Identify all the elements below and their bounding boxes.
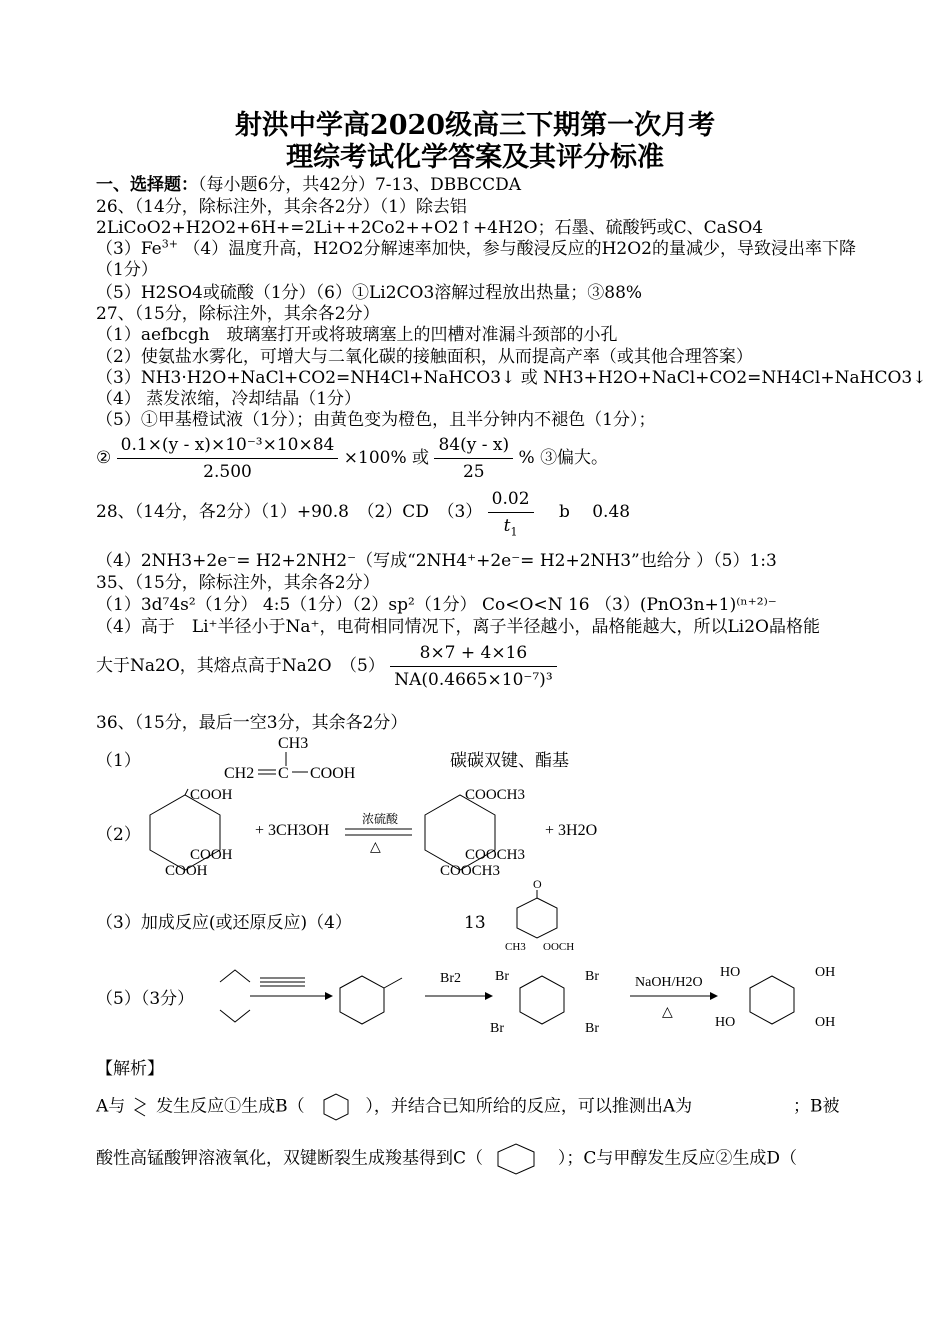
- q27-header: 27、（15分，除标注外，其余各2分）: [96, 304, 380, 324]
- structure-methacrylic-acid: [220, 730, 380, 785]
- q35-answer-4-line2: [96, 640, 557, 693]
- q36-answer-5-label: （5）（3分）: [96, 989, 195, 1009]
- formula-prefix: ②: [96, 448, 112, 468]
- synthesis-route: [210, 960, 850, 1040]
- methyl-label: CH3: [505, 941, 526, 953]
- catalyst-label: 浓硫酸: [362, 812, 399, 826]
- q28-fraction-den-t: t: [503, 516, 511, 536]
- q27-answer-5: （5）①甲基橙试液（1分）；由黄色变为橙色，且半分钟内不褪色（1分）；: [96, 410, 656, 430]
- structure-b-icon: [310, 1092, 360, 1122]
- q27-answer-2: （2）使氨盐水雾化，可增大与二氧化碳的接触面积，从而提高产率（或其他合理答案）: [96, 347, 753, 367]
- q28-fraction-num: 0.02: [488, 486, 534, 513]
- arrow-head: [485, 992, 493, 1000]
- cooh-label: COOH: [190, 847, 233, 863]
- hydroxyl-label: OH: [815, 965, 836, 980]
- formula-or: 或: [412, 448, 430, 468]
- q36-answer-3-4: （3）加成反应(或还原反应)（4）: [96, 913, 352, 933]
- structure-c-icon: [488, 1142, 552, 1176]
- page-subtitle: 理综考试化学答案及其评分标准: [286, 142, 664, 173]
- arrow-head: [325, 992, 333, 1000]
- q26-answer-3-4: [96, 238, 856, 260]
- carbon-label: C: [278, 765, 289, 782]
- q28-answer-4-5: （4）2NH3+2e⁻= H2+2NH2⁻（写成“2NH4⁺+2e⁻= H2+2NH3”也给分 ）（5）1:3: [96, 551, 777, 571]
- q35-answer-4-text: 大于Na2O，其熔点高于Na2O （5）: [96, 656, 385, 676]
- heat-label: △: [370, 840, 381, 855]
- q26-header: 26、（14分，除标注外，其余各2分）（1）除去铝: [96, 197, 467, 217]
- q35-density-den: NA(0.4665×10⁻⁷)³: [394, 670, 553, 690]
- section-heading: 一、选择题：: [96, 175, 198, 195]
- q26-answer-2: 2LiCoO2+H2O2+6H+=2Li++2Co2++O2↑+4H2O；石墨、硫酸钙或C、CaSO4: [96, 218, 764, 238]
- bromine-label: Br: [490, 1021, 504, 1036]
- q26-answer-3-label: （3）Fe: [96, 239, 162, 259]
- analysis-text: A与: [96, 1096, 126, 1117]
- cooch3-label: COOCH3: [465, 847, 526, 863]
- q28-fraction: [488, 486, 534, 539]
- q27-answer-1: （1）aefbcgh 玻璃塞打开或将玻璃塞上的凹槽对准漏斗颈部的小孔: [96, 325, 618, 345]
- heat-label: △: [662, 1005, 673, 1020]
- hydroxyl-label: HO: [715, 1015, 736, 1030]
- methyl-label: CH3: [278, 735, 309, 752]
- formula-percent: %: [518, 448, 535, 468]
- q35-answer-1-3: （1）3d⁷4s²（1分） 4:5（1分）（2）sp²（1分） Co<O<N 16 （3）(PnO3n+1)⁽ⁿ⁺²⁾⁻: [96, 595, 777, 615]
- diene-icon: [131, 1096, 151, 1118]
- q28-header: 28、（14分，各2分）（1）+90.8 （2）CD （3）: [96, 502, 483, 522]
- cooch3-label: COOCH3: [465, 787, 526, 803]
- q27-answer-4: （4） 蒸发浓缩，冷却结晶（1分）: [96, 389, 362, 409]
- structure-isomer: [505, 876, 605, 956]
- water-label: + 3H2O: [545, 822, 598, 839]
- q35-header: 35、（15分，除标注外，其余各2分）: [96, 573, 380, 593]
- formula-denominator-2: 25: [462, 462, 485, 482]
- tetraol-ring: [750, 976, 794, 1024]
- analysis-text: 发生反应①生成B（: [156, 1096, 305, 1117]
- esterification-reaction: [140, 785, 620, 885]
- hydroxyl-label: OH: [815, 1015, 836, 1030]
- ch2-label: CH2: [224, 765, 255, 782]
- formula-end: ③偏大。: [540, 448, 609, 468]
- tetrabromo-ring: [520, 976, 564, 1024]
- cyclohexadiene-ring: [340, 976, 384, 1024]
- q28-fraction-den: [488, 513, 534, 539]
- oxygen-label: O: [533, 877, 542, 891]
- arrow-head: [710, 992, 718, 1000]
- analysis-text: 酸性高锰酸钾溶液氧化，双键断裂生成羧基得到C（: [96, 1148, 484, 1169]
- analysis-text: ）；C与甲醇发生反应②生成D（: [557, 1148, 797, 1169]
- bromine-label: Br: [585, 1021, 599, 1036]
- reagent-naoh: NaOH/H2O: [635, 975, 703, 990]
- cooch3-label: COOCH3: [440, 863, 501, 879]
- q27-formula: [96, 432, 608, 485]
- formula-numerator-1: 0.1×(y - x)×10⁻³×10×84: [117, 432, 339, 459]
- hydroxyl-label: HO: [720, 965, 741, 980]
- butadiene: [220, 1010, 250, 1022]
- analysis-line2: [96, 1142, 797, 1176]
- q35-answer-4-line1: （4）高于 Li⁺半径小于Na⁺，电荷相同情况下，离子半径越小，晶格能越大，所以Li2O晶格能: [96, 617, 820, 637]
- formula-numerator-2: 84(y - x): [434, 432, 513, 459]
- q26-answer-5-6: （5）H2SO4或硫酸（1分）（6）①Li2CO3溶解过程放出热量；③88%: [96, 283, 643, 303]
- butadiene: [220, 970, 250, 982]
- q36-answer-4-count: 13: [464, 913, 486, 933]
- bromine-label: Br: [495, 969, 509, 984]
- cyclohexane-ring: [517, 898, 557, 938]
- reagent-br2: Br2: [440, 971, 461, 986]
- methanol-label: + 3CH3OH: [255, 822, 330, 839]
- q35-density-num: 8×7 + 4×16: [390, 640, 556, 667]
- formula-fraction-1: [117, 432, 339, 485]
- q26-answer-3-charge: 3+: [161, 237, 178, 251]
- q28-fraction-den-sub: 1: [510, 525, 518, 539]
- section-detail: （每小题6分，共42分）7-13、DBBCCDA: [198, 175, 521, 195]
- cooh-label: COOH: [190, 787, 233, 803]
- analysis-heading: 【解析】: [96, 1059, 164, 1079]
- formula-multiplier: ×100%: [343, 448, 407, 468]
- q28-header-line: [96, 486, 630, 539]
- q35-density-fraction: [390, 640, 556, 693]
- q27-answer-3: （3）NH3·H2O+NaCl+CO2=NH4Cl+NaHCO3↓ 或 NH3+H2O+NaCl+CO2=NH4Cl+NaHCO3↓: [96, 368, 927, 388]
- q26-answer-4: （4）温度升高，H2O2分解速率加快，参与酸浸反应的H2O2的量减少，导致浸出率下降: [183, 239, 856, 259]
- section-multiple-choice: [96, 174, 521, 196]
- analysis-text: ；B被: [793, 1096, 840, 1117]
- bromine-label: Br: [585, 969, 599, 984]
- formula-denominator-1: 2.500: [203, 462, 252, 482]
- q36-answer-1-label: （1）: [96, 751, 141, 771]
- page-title: 射洪中学高2020级高三下期第一次月考: [234, 110, 716, 141]
- q36-header: 36、（15分，最后一空3分，其余各2分）: [96, 713, 408, 733]
- formate-label: OOCH: [543, 941, 575, 953]
- q26-answer-4-score: （1分）: [96, 260, 158, 280]
- q28-answer-3-rest: b 0.48: [558, 502, 631, 522]
- analysis-line1: [96, 1092, 840, 1122]
- cooh-label: COOH: [165, 863, 208, 879]
- carboxyl-label: COOH: [310, 765, 356, 782]
- analysis-text: ），并结合已知所给的反应，可以推测出A为: [365, 1096, 693, 1117]
- q36-answer-1-groups: 碳碳双键、酯基: [450, 751, 569, 771]
- formula-fraction-2: [434, 432, 513, 485]
- bond-line: [185, 789, 188, 795]
- methyl-bond: [384, 978, 402, 988]
- q36-answer-2-label: （2）: [96, 825, 141, 845]
